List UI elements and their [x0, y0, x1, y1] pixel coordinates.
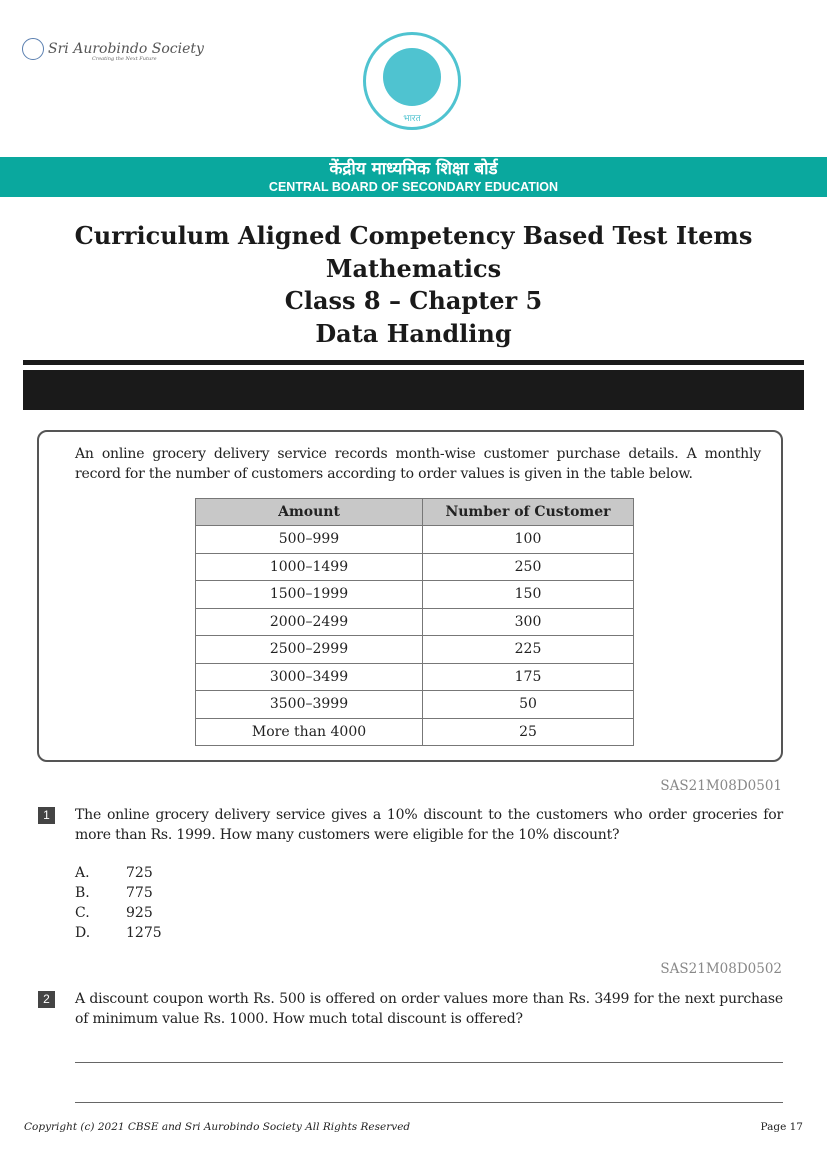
customer-count-cell: 225 [423, 636, 634, 664]
table-row [196, 636, 634, 664]
table-header-row [196, 499, 634, 526]
answer-line[interactable] [75, 1062, 783, 1063]
amount-cell: 3000–3499 [196, 663, 423, 691]
title-block [0, 220, 827, 350]
column-header-amount: Amount [196, 499, 423, 526]
question-code: SAS21M08D0501 [660, 778, 782, 794]
answer-line[interactable] [75, 1102, 783, 1103]
customer-count-cell: 175 [423, 663, 634, 691]
table-row [196, 663, 634, 691]
customer-table [195, 498, 634, 746]
customer-count-cell: 50 [423, 691, 634, 719]
option-b[interactable] [75, 883, 162, 903]
footer-copyright: Copyright (c) 2021 CBSE and Sri Aurobindo Society All Rights Reserved [24, 1121, 411, 1133]
amount-cell: 2000–2499 [196, 608, 423, 636]
amount-cell: 1500–1999 [196, 581, 423, 609]
customer-count-cell: 25 [423, 718, 634, 746]
chapter-title: Class 8 – Chapter 5 [284, 286, 543, 315]
question-text: A discount coupon worth Rs. 500 is offered on order values more than Rs. 3499 for the next purchase of minimum value Rs. 1000. How much total discount is offered? [75, 991, 783, 1027]
column-header-customers: Number of Customer [423, 499, 634, 526]
question-text: The online grocery delivery service gives a 10% discount to the customers who order groceries for more than Rs. 1999. How many customers were eligible for the 10% discount? [75, 807, 783, 843]
topic-title: Data Handling [315, 318, 512, 348]
option-label: B. [75, 885, 90, 901]
seal-text: भारत [403, 114, 421, 124]
option-label: C. [75, 905, 90, 921]
sri-aurobindo-society-logo [22, 38, 204, 60]
option-value: 725 [126, 865, 153, 881]
option-c[interactable] [75, 903, 162, 923]
sas-logo-text: Sri Aurobindo Society [48, 41, 204, 57]
context-intro: An online grocery delivery service records month-wise customer purchase details. A monthly record for the number of customers according to order values is given in the table below. [75, 446, 761, 482]
option-label: D. [75, 925, 91, 941]
table-row [196, 553, 634, 581]
options-list [75, 863, 162, 943]
question-number: 2 [38, 991, 55, 1008]
customer-count-cell: 150 [423, 581, 634, 609]
amount-cell: 1000–1499 [196, 553, 423, 581]
subject-title: Mathematics [325, 253, 502, 283]
customer-count-cell: 250 [423, 553, 634, 581]
cbse-banner [0, 157, 827, 197]
question-code: SAS21M08D0502 [660, 961, 782, 977]
sas-tagline: Creating the Next Future [92, 56, 157, 62]
cbse-seal-emblem-icon [383, 48, 441, 106]
banner-english: CENTRAL BOARD OF SECONDARY EDUCATION [268, 180, 559, 194]
option-value: 925 [126, 905, 153, 921]
table-row [196, 526, 634, 554]
amount-cell: 500–999 [196, 526, 423, 554]
option-a[interactable] [75, 863, 162, 883]
sas-emblem-icon [22, 38, 44, 60]
customer-count-cell: 300 [423, 608, 634, 636]
document-title: Curriculum Aligned Competency Based Test Items [74, 221, 753, 250]
option-value: 1275 [126, 925, 162, 941]
amount-cell: 3500–3999 [196, 691, 423, 719]
option-value: 775 [126, 885, 153, 901]
table-row [196, 718, 634, 746]
amount-cell: More than 4000 [196, 718, 423, 746]
customer-count-cell: 100 [423, 526, 634, 554]
divider [23, 360, 804, 365]
banner-hindi: केंद्रीय माध्यमिक शिक्षा बोर्ड [329, 159, 498, 179]
option-label: A. [75, 865, 90, 881]
section-bar [23, 370, 804, 410]
table-row [196, 608, 634, 636]
cbse-seal-logo [363, 32, 461, 130]
table-row [196, 581, 634, 609]
question-number: 1 [38, 807, 55, 824]
page-number: Page 17 [760, 1121, 803, 1133]
table-row [196, 691, 634, 719]
amount-cell: 2500–2999 [196, 636, 423, 664]
option-d[interactable] [75, 923, 162, 943]
